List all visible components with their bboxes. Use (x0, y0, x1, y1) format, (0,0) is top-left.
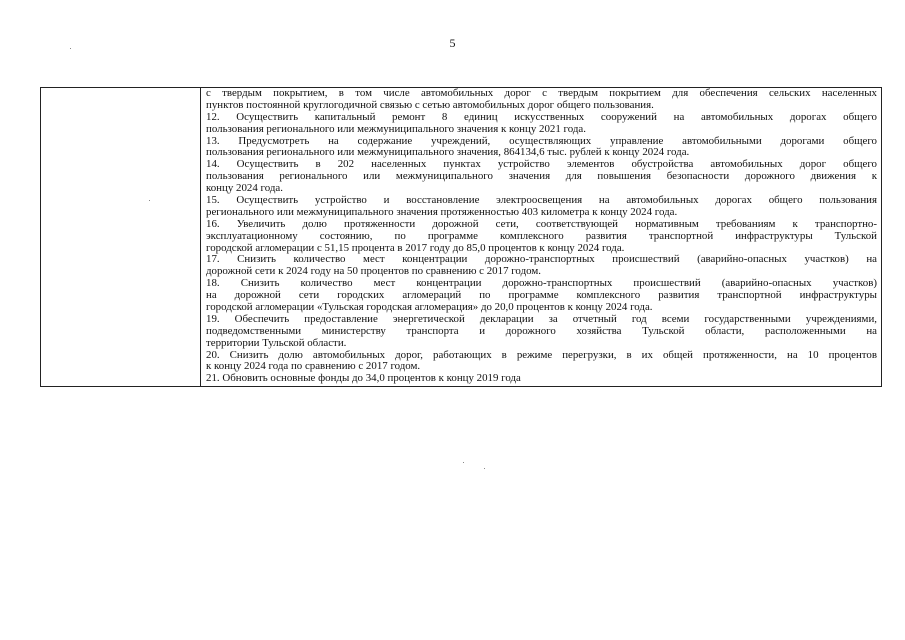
text-line: 12. Осуществить капитальный ремонт 8 единиц искусственных сооружений на автомобильных дорогах общего (206, 111, 877, 123)
scan-speck (463, 462, 464, 463)
text-line: 17. Снизить количество мест концентрации дорожно-транспортных происшествий (аварийно-опасных участков) на (206, 254, 877, 266)
page-number: 5 (449, 36, 456, 50)
text-line: подведомственными министерству транспорта и дорожного хозяйства Тульской области, расположенными на (206, 325, 877, 337)
text-block (206, 88, 877, 385)
text-line: дорожной сети к 2024 году на 50 процентов по сравнению с 2017 годом. (206, 266, 541, 278)
scan-speck (70, 48, 71, 49)
text-line: пользования регионального или межмуниципального значения к концу 2021 года. (206, 123, 586, 135)
table-row (41, 88, 882, 387)
text-line: пользования регионального или межмуниципального значения для повышения безопасности дорожного движения к (206, 171, 877, 183)
table-cell-right (201, 88, 882, 387)
text-line: 18. Снизить количество мест концентрации дорожно-транспортных происшествий (аварийно-опасных участков) (206, 278, 877, 290)
text-line: концу 2024 года. (206, 183, 283, 195)
text-line: эксплуатационному состоянию, по программе комплексного развития транспортной инфраструктуры Тульской (206, 230, 877, 242)
text-line: пунктов постоянной круглогодичной связью с сетью автомобильных дорог общего пользования. (206, 99, 654, 111)
text-line: 19. Обеспечить предоставление энергетической декларации за отчетный год всеми государственными учреждениями, (206, 313, 877, 325)
text-line: с твердым покрытием, в том числе автомобильных дорог с твердым покрытием для обеспечения сельских населенных (206, 88, 877, 99)
text-line: 14. Осуществить в 202 населенных пунктах устройство элементов обустройства автомобильных дорог общего (206, 159, 877, 171)
text-line: 15. Осуществить устройство и восстановление электроосвещения на автомобильных дорогах общего пользования (206, 195, 877, 207)
text-line: на дорожной сети городских агломераций по программе комплексного развития транспортной инфраструктуры (206, 290, 877, 302)
text-line: регионального или межмуниципального значения протяженностью 403 километра к концу 2024 года. (206, 206, 678, 218)
text-line: территории Тульской области. (206, 337, 347, 349)
indicators-table (40, 87, 882, 387)
text-line: городской агломерации «Тульская городская агломерация» до 20,0 процентов к концу 2024 года. (206, 302, 653, 314)
text-line: 21. Обновить основные фонды до 34,0 процентов к концу 2019 года (206, 373, 521, 385)
text-line: 20. Снизить долю автомобильных дорог, работающих в режиме перегрузки, в их общей протяженности, на 10 процентов (206, 349, 877, 361)
text-line: 16. Увеличить долю протяженности дорожной сети, соответствующей нормативным требованиям к транспортно- (206, 218, 877, 230)
table-cell-left (41, 88, 201, 387)
text-line: пользования регионального или межмуниципального значения, 864134,6 тыс. рублей к концу 2024 года. (206, 147, 690, 159)
text-line: 13. Предусмотреть на содержание учреждений, осуществляющих управление автомобильными дорогами общего (206, 135, 877, 147)
scan-speck (484, 468, 485, 469)
text-line: к концу 2024 года по сравнению с 2017 годом. (206, 361, 421, 373)
scan-speck (149, 200, 150, 201)
text-line: городской агломерации с 51,15 процента в 2017 году до 85,0 процентов к концу 2024 года. (206, 242, 625, 254)
